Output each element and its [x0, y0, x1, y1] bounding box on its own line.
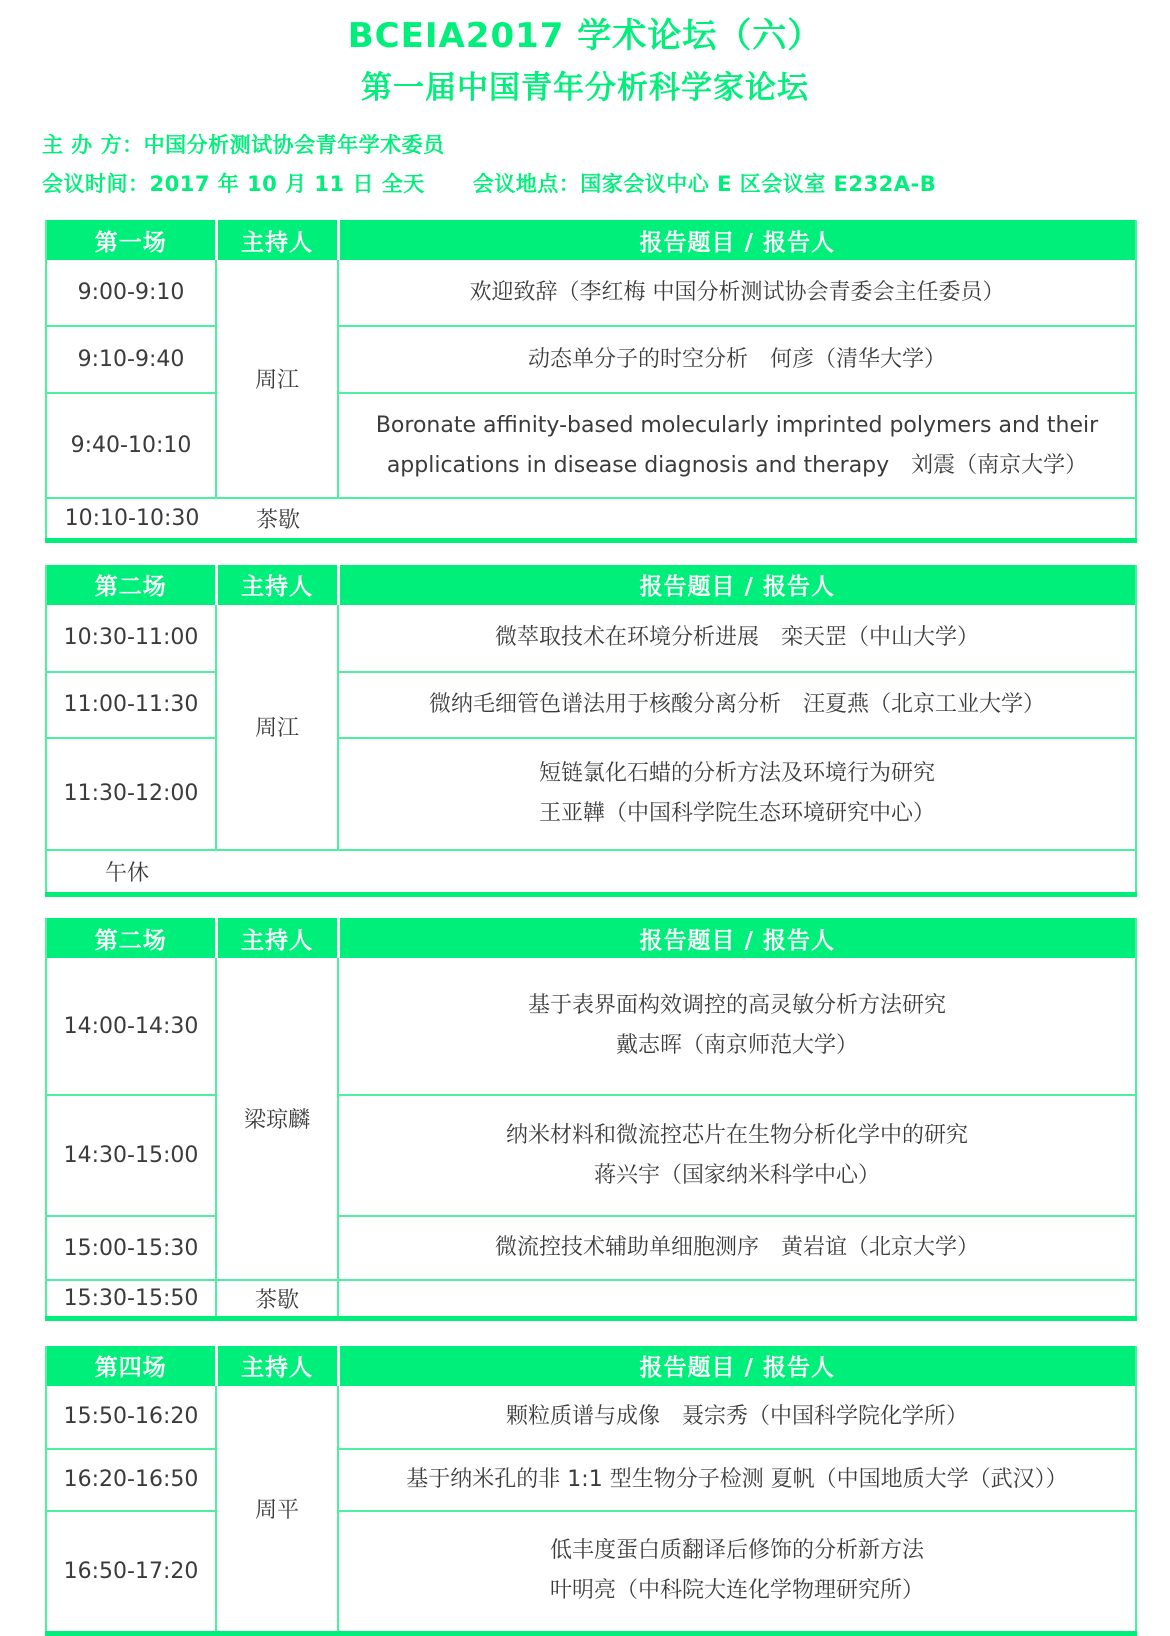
break-label: 茶歇	[217, 503, 339, 534]
report-cell	[338, 260, 1136, 326]
table-row	[46, 1449, 1136, 1511]
report-line: 纳米材料和微流控芯片在生物分析化学中的研究	[339, 1116, 1135, 1156]
session-3-label: 第二场	[46, 918, 216, 958]
time-cell: 15:50-16:20	[46, 1386, 216, 1449]
table-row	[46, 260, 1136, 326]
table-row	[46, 605, 1136, 672]
report-line: 基于纳米孔的非 1:1 型生物分子检测 夏帆（中国地质大学（武汉））	[339, 1460, 1135, 1500]
report-line: 戴志晖（南京师范大学）	[339, 1026, 1135, 1066]
time-cell: 14:00-14:30	[46, 958, 216, 1095]
session-3-table	[45, 918, 1137, 1321]
report-cell	[338, 605, 1136, 672]
time-cell: 10:30-11:00	[46, 605, 216, 672]
report-column-header: 报告题目 / 报告人	[338, 1346, 1136, 1386]
break-time: 15:30-15:50	[46, 1280, 216, 1318]
host-column-header: 主持人	[216, 565, 338, 605]
host-cell: 周江	[216, 605, 338, 850]
report-line: 低丰度蛋白质翻译后修饰的分析新方法	[339, 1531, 1135, 1571]
report-line: 颗粒质谱与成像 聂宗秀（中国科学院化学所）	[339, 1397, 1135, 1437]
report-cell	[338, 1216, 1136, 1280]
meeting-time: 会议时间：2017 年 10 月 11 日 全天	[42, 168, 425, 198]
table-row	[46, 1511, 1136, 1634]
report-line: 短链氯化石蜡的分析方法及环境行为研究	[339, 754, 1135, 794]
report-cell	[338, 1386, 1136, 1449]
report-line: applications in disease diagnosis and therapy 刘震（南京大学）	[339, 446, 1135, 486]
lunch-break-cell: 午休	[46, 850, 1136, 895]
time-cell: 9:10-9:40	[46, 326, 216, 393]
session-4-table	[45, 1346, 1137, 1636]
table-row	[46, 1095, 1136, 1216]
host-cell: 周平	[216, 1386, 338, 1634]
report-cell	[338, 672, 1136, 738]
table-row	[46, 326, 1136, 393]
organizer-line: 主 办 方：中国分析测试协会青年学术委员	[42, 129, 1170, 159]
report-column-header: 报告题目 / 报告人	[338, 565, 1136, 605]
table-row	[46, 1216, 1136, 1280]
meeting-info-line	[42, 168, 1170, 198]
table-row	[46, 1386, 1136, 1449]
report-cell	[338, 958, 1136, 1095]
host-cell: 周江	[216, 260, 338, 498]
report-line: Boronate affinity-based molecularly imprinted polymers and their	[339, 406, 1135, 446]
time-cell: 9:40-10:10	[46, 393, 216, 498]
session-1-label: 第一场	[46, 220, 216, 260]
time-cell: 16:20-16:50	[46, 1449, 216, 1511]
break-row	[46, 850, 1136, 895]
report-cell	[338, 738, 1136, 850]
session-2-label: 第二场	[46, 565, 216, 605]
time-cell: 15:00-15:30	[46, 1216, 216, 1280]
host-column-header: 主持人	[216, 220, 338, 260]
host-column-header: 主持人	[216, 1346, 338, 1386]
report-cell	[338, 1511, 1136, 1634]
report-line: 叶明亮（中科院大连化学物理研究所）	[339, 1571, 1135, 1611]
break-row	[46, 1280, 1136, 1318]
time-cell: 11:30-12:00	[46, 738, 216, 850]
report-cell	[338, 1449, 1136, 1511]
time-cell: 16:50-17:20	[46, 1511, 216, 1634]
table-row	[46, 738, 1136, 850]
report-cell	[338, 393, 1136, 498]
report-line: 基于表界面构效调控的高灵敏分析方法研究	[339, 986, 1135, 1026]
report-line: 微纳毛细管色谱法用于核酸分离分析 汪夏燕（北京工业大学）	[339, 685, 1135, 725]
report-column-header: 报告题目 / 报告人	[338, 220, 1136, 260]
time-cell: 14:30-15:00	[46, 1095, 216, 1216]
report-cell	[338, 326, 1136, 393]
table-row	[46, 393, 1136, 498]
report-line: 王亚韡（中国科学院生态环境研究中心）	[339, 794, 1135, 834]
table-row	[46, 958, 1136, 1095]
document-header	[0, 0, 1170, 107]
report-line: 微萃取技术在环境分析进展 栾天罡（中山大学）	[339, 618, 1135, 658]
time-cell: 9:00-9:10	[46, 260, 216, 326]
session-1-table	[45, 220, 1137, 543]
meeting-place: 会议地点：国家会议中心 E 区会议室 E232A-B	[473, 168, 936, 198]
report-column-header: 报告题目 / 报告人	[338, 918, 1136, 958]
table-row	[46, 672, 1136, 738]
host-column-header: 主持人	[216, 918, 338, 958]
break-cell	[46, 498, 1136, 540]
report-line: 动态单分子的时空分析 何彦（清华大学）	[339, 340, 1135, 380]
report-line: 蒋兴宇（国家纳米科学中心）	[339, 1156, 1135, 1196]
time-cell: 11:00-11:30	[46, 672, 216, 738]
break-time: 10:10-10:30	[47, 506, 217, 531]
report-line: 欢迎致辞（李红梅 中国分析测试协会青委会主任委员）	[339, 273, 1135, 313]
break-empty-cell	[338, 1280, 1136, 1318]
forum-title-line2: 第一届中国青年分析科学家论坛	[0, 62, 1170, 107]
report-line: 微流控技术辅助单细胞测序 黄岩谊（北京大学）	[339, 1228, 1135, 1268]
host-cell: 梁琼麟	[216, 958, 338, 1280]
report-cell	[338, 1095, 1136, 1216]
forum-title-line1: BCEIA2017 学术论坛（六）	[0, 0, 1170, 57]
session-2-table	[45, 565, 1137, 898]
session-4-label: 第四场	[46, 1346, 216, 1386]
break-label: 茶歇	[216, 1280, 338, 1318]
break-row	[46, 498, 1136, 540]
